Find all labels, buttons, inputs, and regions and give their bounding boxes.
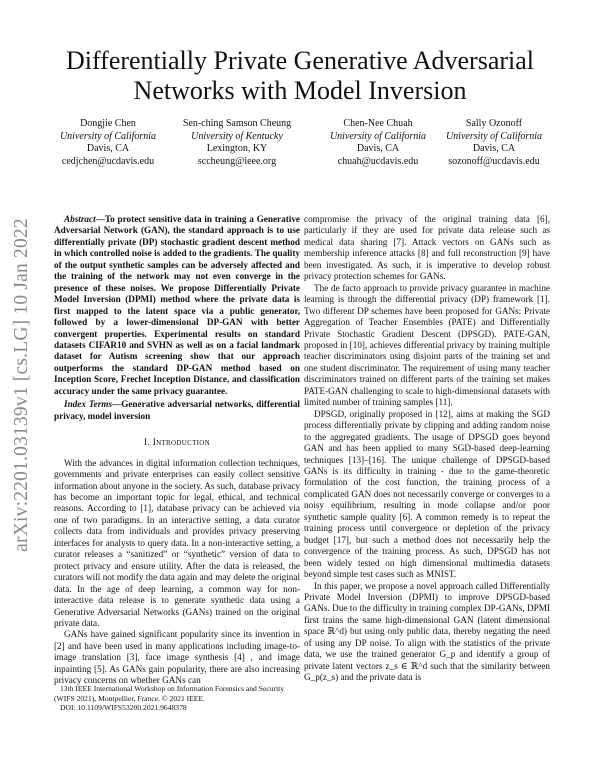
author-affiliation: University of California (329, 130, 427, 142)
author-email[interactable]: sozonoff@ucdavis.edu (448, 155, 540, 167)
author-location: Davis, CA (472, 143, 516, 154)
index-terms-label: Index Terms (64, 399, 113, 410)
paper-title: Differentially Private Generative Adversarial Networks with Model Inversion (65, 46, 535, 105)
footnote-doi: DOI: 10.1109/WIFS53200.2021.9648378 (60, 703, 187, 713)
author-name: Sally Ozonoff (465, 118, 523, 129)
footnote-venue: 13th IEEE International Workshop on Information Forensics and Security (WIFS 2021), Montpellier, France. © 2021 IEEE. (54, 684, 285, 703)
author-block (58, 118, 548, 170)
left-column (54, 214, 300, 687)
author-name: Dongjie Chen (80, 118, 136, 129)
index-terms-text: —Generative adversarial networks, differential privacy, model inversion (54, 399, 300, 421)
author-email[interactable]: chuah@ucdavis.edu (337, 155, 419, 167)
abstract-label: Abstract (64, 214, 96, 224)
right-column (304, 214, 550, 684)
author-email[interactable]: sccheung@ieee.org (197, 155, 277, 167)
author-name: Sen-ching Samson Cheung (182, 118, 292, 129)
author-4 (438, 118, 550, 168)
abstract-text: —To protect sensitive data in training a Generative Adversarial Network (GAN), the standard approach is to use differentially private (DP) stochastic gradient descent method in which controlled noise is added to the gradients. The quality of the output synthetic samples can be adversely affected and the training of the network may not even converge in the presence of these noises. We propose Differentially Private Model Inversion (DPMI) method where the private data is first mapped to the latent space via a public generator, followed by a lower-dimensional DP-GAN with better convergent properties. Experimental results on standard datasets CIFAR10 and SVHN as well as on a facial landmark dataset for Autism screening show that our approach outperforms the standard DP-GAN method based on Inception Score, Frechet Inception Distance, and classification accuracy under the same privacy guarantee. (54, 214, 300, 396)
author-location: Lexington, KY (206, 143, 268, 154)
author-1 (58, 118, 158, 168)
body-paragraph: In this paper, we propose a novel approach called Differentially Private Model Inversion (DPMI) to improve DPSGD-based GANs. Due to the difficulty in training complex DP-GANs, DPMI first trains the same high-dimensional GAN (latent dimensional space ℝ^d) but using only public data, thereby negating the need of using any DP noise. To align with the statistics of the private data, we use the trained generator G_p and identify a group of private latent vectors z_s ∈ ℝ^d such that the similarity between G_p(z_s) and the private data is (304, 580, 550, 683)
author-3 (322, 118, 434, 168)
arxiv-identifier-text: arXiv:2201.03139v1 [cs.LG] 10 Jan 2022 (11, 218, 33, 552)
index-terms (54, 399, 300, 422)
author-email[interactable]: cedjchen@ucdavis.edu (61, 155, 155, 167)
body-paragraph: GANs have gained significant popularity since its invention in [2] and have been used in many applications including image-to-image translation [3], face image synthesis [4] , and image inpainting [5]. As GANs gain popularity, there are also increasing privacy concerns on whether GANs can (54, 629, 300, 686)
author-2 (162, 118, 312, 168)
section-heading-introduction: I. Introduction (144, 438, 210, 449)
arxiv-identifier-stamp (2, 150, 42, 620)
footnote (54, 684, 304, 713)
author-location: Davis, CA (356, 143, 400, 154)
body-paragraph: compromise the privacy of the original training data [6], particularly if they are used for private data release such as medical data sharing [7]. Attack vectors on GANs such as membership inference attacks [8] and full reconstruction [9] have been investigated. As such, it is imperative to develop robust privacy protection schemes for GANs. (304, 214, 550, 282)
body-paragraph: With the advances in digital information collection techniques, governments and private enterprises can easily collect sensitive information about anyone in the society. As such, database privacy has become an important topic for legal, ethical, and technical reasons. According to [1], database privacy can be achieved via one of two paradigms. In an interactive setting, a data curator collects data from individuals and provides privacy preserving interfaces for analysts to query data. In a non-interactive setting, a curator releases a “sanitized” or “synthetic” version of data to protect privacy and ensure utility. After the data is released, the curators will not modify the data again and may delete the original data. In the age of deep learning, a common way for non-interactive data release is to generate synthetic data using a Generative Adversarial Networks (GANs) trained on the original private data. (54, 457, 300, 628)
abstract (54, 214, 300, 397)
author-affiliation: University of Kentucky (191, 130, 283, 142)
author-affiliation: University of California (59, 130, 157, 142)
body-paragraph: DPSGD, originally proposed in [12], aims at making the SGD process differentially private by clipping and adding random noise to the aggregated gradients. The usage of DPSGD goes beyond GAN and has been applied to many SGD-based deep-learning techniques [13]–[16]. The unique challenge of DPSGD-based GANs is its difficulty in training - due to the game-theoretic formulation of the cost function, the training process of a complicated GAN does not necessarily converge or converges to a noisy equilibrium, resulting in mode collapse and/or poor synthetic sample quality [6]. A common remedy is to repeat the training process until convergence or depletion of the privacy budget [17], but such a method does not necessarily help the convergence of the training process. As such, DPSGD has not been widely tested on high dimensional multimedia datasets beyond simple test cases such as MNIST. (304, 408, 550, 580)
author-location: Davis, CA (86, 143, 130, 154)
author-affiliation: University of California (445, 130, 543, 142)
author-name: Chen-Nee Chuah (343, 118, 413, 129)
body-paragraph: The de facto approach to provide privacy guarantee in machine learning is through the differential privacy (DP) framework [1]. Two different DP schemes have been proposed for GANs: Private Aggregation of Teacher Ensembles (PATE) and Differentially Private Stochastic Gradient Descent (DPSGD). PATE-GAN, proposed in [10], achieves differential privacy by training multiple teacher discriminators using disjoint parts of the training set and one student discriminator. The requirement of using many teacher discriminators trained on different parts of the training set makes PATE-GAN challenging to scale to high-dimensional datasets with limited number of training samples [11]. (304, 282, 550, 408)
